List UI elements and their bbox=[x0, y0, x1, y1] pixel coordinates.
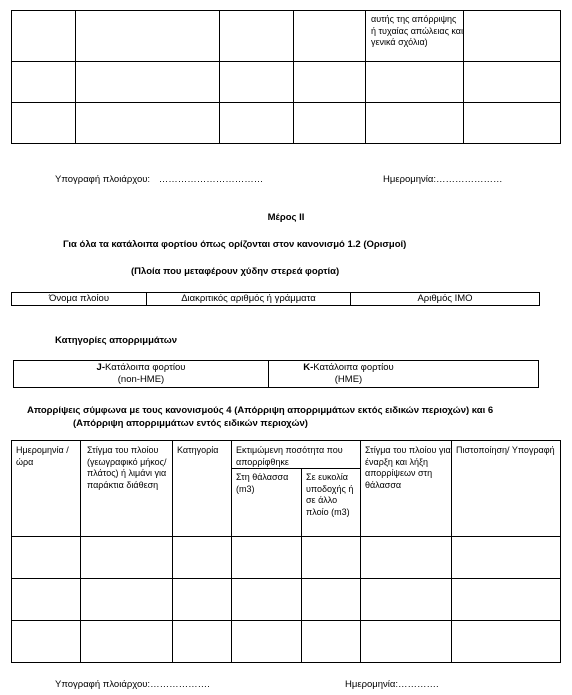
table-cell[interactable] bbox=[173, 621, 232, 663]
captain-signature-label: Υπογραφή πλοιάρχου: bbox=[55, 174, 151, 185]
table-cell[interactable] bbox=[361, 537, 452, 579]
table-cell[interactable] bbox=[220, 103, 294, 144]
date-field[interactable]: …………. bbox=[398, 679, 439, 690]
captain-signature-1 bbox=[55, 174, 263, 185]
table-cell[interactable] bbox=[12, 537, 81, 579]
table-cell[interactable] bbox=[76, 103, 220, 144]
col-quantity-label: Εκτιμώμενη ποσότητα που απορρίφθηκε bbox=[236, 445, 343, 467]
imo-label: Αριθμός IMO bbox=[417, 293, 473, 304]
col-reception-header bbox=[302, 469, 361, 537]
category-k-sub: (HME) bbox=[334, 374, 363, 385]
captain-signature-2 bbox=[55, 679, 210, 690]
table-cell[interactable] bbox=[173, 537, 232, 579]
table-cell bbox=[220, 11, 294, 62]
table-cell[interactable] bbox=[12, 103, 76, 144]
table-cell[interactable] bbox=[361, 579, 452, 621]
table-cell[interactable] bbox=[366, 62, 464, 103]
category-j-sub: (non-HME) bbox=[117, 374, 165, 385]
col-at-sea-header bbox=[232, 469, 302, 537]
part2-heading: Μέρος ΙΙ bbox=[267, 212, 305, 223]
category-j-label: Κατάλοιπα φορτίου bbox=[105, 362, 186, 373]
table-cell[interactable] bbox=[12, 62, 76, 103]
category-j-cell bbox=[14, 361, 269, 388]
table-cell bbox=[294, 11, 366, 62]
table-cell[interactable] bbox=[452, 579, 561, 621]
date-label: Ημερομηνία: bbox=[383, 174, 437, 185]
col-position-start-label: Στίγμα του πλοίου για έναρξη και λήξη απορρίψεων στη θάλασσα bbox=[365, 445, 451, 490]
col-reception-label: Σε ευκολία υποδοχής ή σε άλλο πλοίο (m3) bbox=[306, 472, 354, 517]
date-1 bbox=[383, 174, 503, 185]
col-position-header bbox=[81, 441, 173, 537]
col-position-start-header bbox=[361, 441, 452, 537]
captain-signature-field[interactable]: ………………. bbox=[150, 679, 210, 690]
table-cell[interactable] bbox=[361, 621, 452, 663]
table-cell[interactable] bbox=[220, 62, 294, 103]
discharges-heading-2: (Απόρριψη απορριμμάτων εντός ειδικών περιοχών) bbox=[73, 418, 308, 429]
table-cell[interactable] bbox=[81, 579, 173, 621]
table-cell bbox=[76, 11, 220, 62]
captain-signature-field[interactable]: …………………………… bbox=[158, 174, 264, 185]
table-cell[interactable] bbox=[302, 579, 361, 621]
category-k-label: Κατάλοιπα φορτίου bbox=[313, 362, 394, 373]
col-certification-header bbox=[452, 441, 561, 537]
table-cell[interactable] bbox=[12, 621, 81, 663]
categories-heading: Κατηγορίες απορριμμάτων bbox=[55, 335, 178, 346]
table-cell bbox=[12, 11, 76, 62]
col-at-sea-label: Στη θάλασσα (m3) bbox=[236, 472, 289, 494]
continued-note: αυτής της απόρριψης ή τυχαίας απώλειας και γενικά σχόλια) bbox=[371, 14, 463, 47]
table-cell[interactable] bbox=[232, 621, 302, 663]
table-cell[interactable] bbox=[232, 537, 302, 579]
table-cell[interactable] bbox=[302, 537, 361, 579]
date-label: Ημερομηνία: bbox=[345, 679, 399, 690]
table-cell[interactable] bbox=[12, 579, 81, 621]
table-cell bbox=[464, 11, 561, 62]
category-k-cell bbox=[269, 361, 539, 388]
date-2 bbox=[345, 679, 439, 690]
table-cell[interactable] bbox=[81, 621, 173, 663]
table-cell[interactable] bbox=[464, 62, 561, 103]
category-k-code: K- bbox=[303, 362, 314, 373]
col-certification-label: Πιστοποίηση/ Υπογραφή bbox=[456, 445, 555, 455]
discharges-table bbox=[11, 440, 561, 663]
discharges-heading-1: Απορρίψεις σύμφωνα με τους κανονισμούς 4 (Απόρριψη απορριμμάτων εκτός ειδικών περιοχών) και 6 bbox=[27, 405, 494, 416]
table-cell[interactable] bbox=[366, 103, 464, 144]
continued-note-cell bbox=[366, 11, 464, 62]
table-cell[interactable] bbox=[81, 537, 173, 579]
captain-signature-label: Υπογραφή πλοιάρχου: bbox=[55, 679, 151, 690]
table-cell[interactable] bbox=[294, 103, 366, 144]
table-cell[interactable] bbox=[452, 537, 561, 579]
table-cell[interactable] bbox=[76, 62, 220, 103]
imo-cell[interactable] bbox=[351, 293, 540, 306]
ship-info-table bbox=[11, 292, 540, 306]
table-cell[interactable] bbox=[464, 103, 561, 144]
categories-table bbox=[13, 360, 539, 388]
part2-note: (Πλοία που μεταφέρουν χύδην στερεά φορτία) bbox=[131, 266, 340, 277]
category-j-code: J- bbox=[96, 362, 105, 373]
col-category-header bbox=[173, 441, 232, 537]
table-cell[interactable] bbox=[452, 621, 561, 663]
ship-name-label: Όνομα πλοίου bbox=[48, 293, 110, 304]
date-field[interactable]: ………………… bbox=[436, 174, 503, 185]
col-position-label: Στίγμα του πλοίου (γεωγραφικό μήκος/πλάτος) ή λιμάνι για παράκτια διάθεση bbox=[87, 445, 167, 490]
ship-name-cell[interactable] bbox=[12, 293, 147, 306]
call-sign-label: Διακριτικός αριθμός ή γράμματα bbox=[181, 293, 316, 304]
table-cell[interactable] bbox=[302, 621, 361, 663]
part2-subheading: Για όλα τα κατάλοιπα φορτίου όπως ορίζονται στον κανονισμό 1.2 (Ορισμοί) bbox=[63, 239, 407, 250]
col-quantity-header bbox=[232, 441, 361, 469]
col-datetime-header bbox=[12, 441, 81, 537]
col-datetime-label: Ημερομηνία / ώρα bbox=[16, 445, 69, 467]
table-cell[interactable] bbox=[294, 62, 366, 103]
call-sign-cell[interactable] bbox=[147, 293, 351, 306]
table-cell[interactable] bbox=[173, 579, 232, 621]
table-cell[interactable] bbox=[232, 579, 302, 621]
col-category-label: Κατηγορία bbox=[177, 445, 219, 455]
top-record-table bbox=[11, 10, 561, 144]
